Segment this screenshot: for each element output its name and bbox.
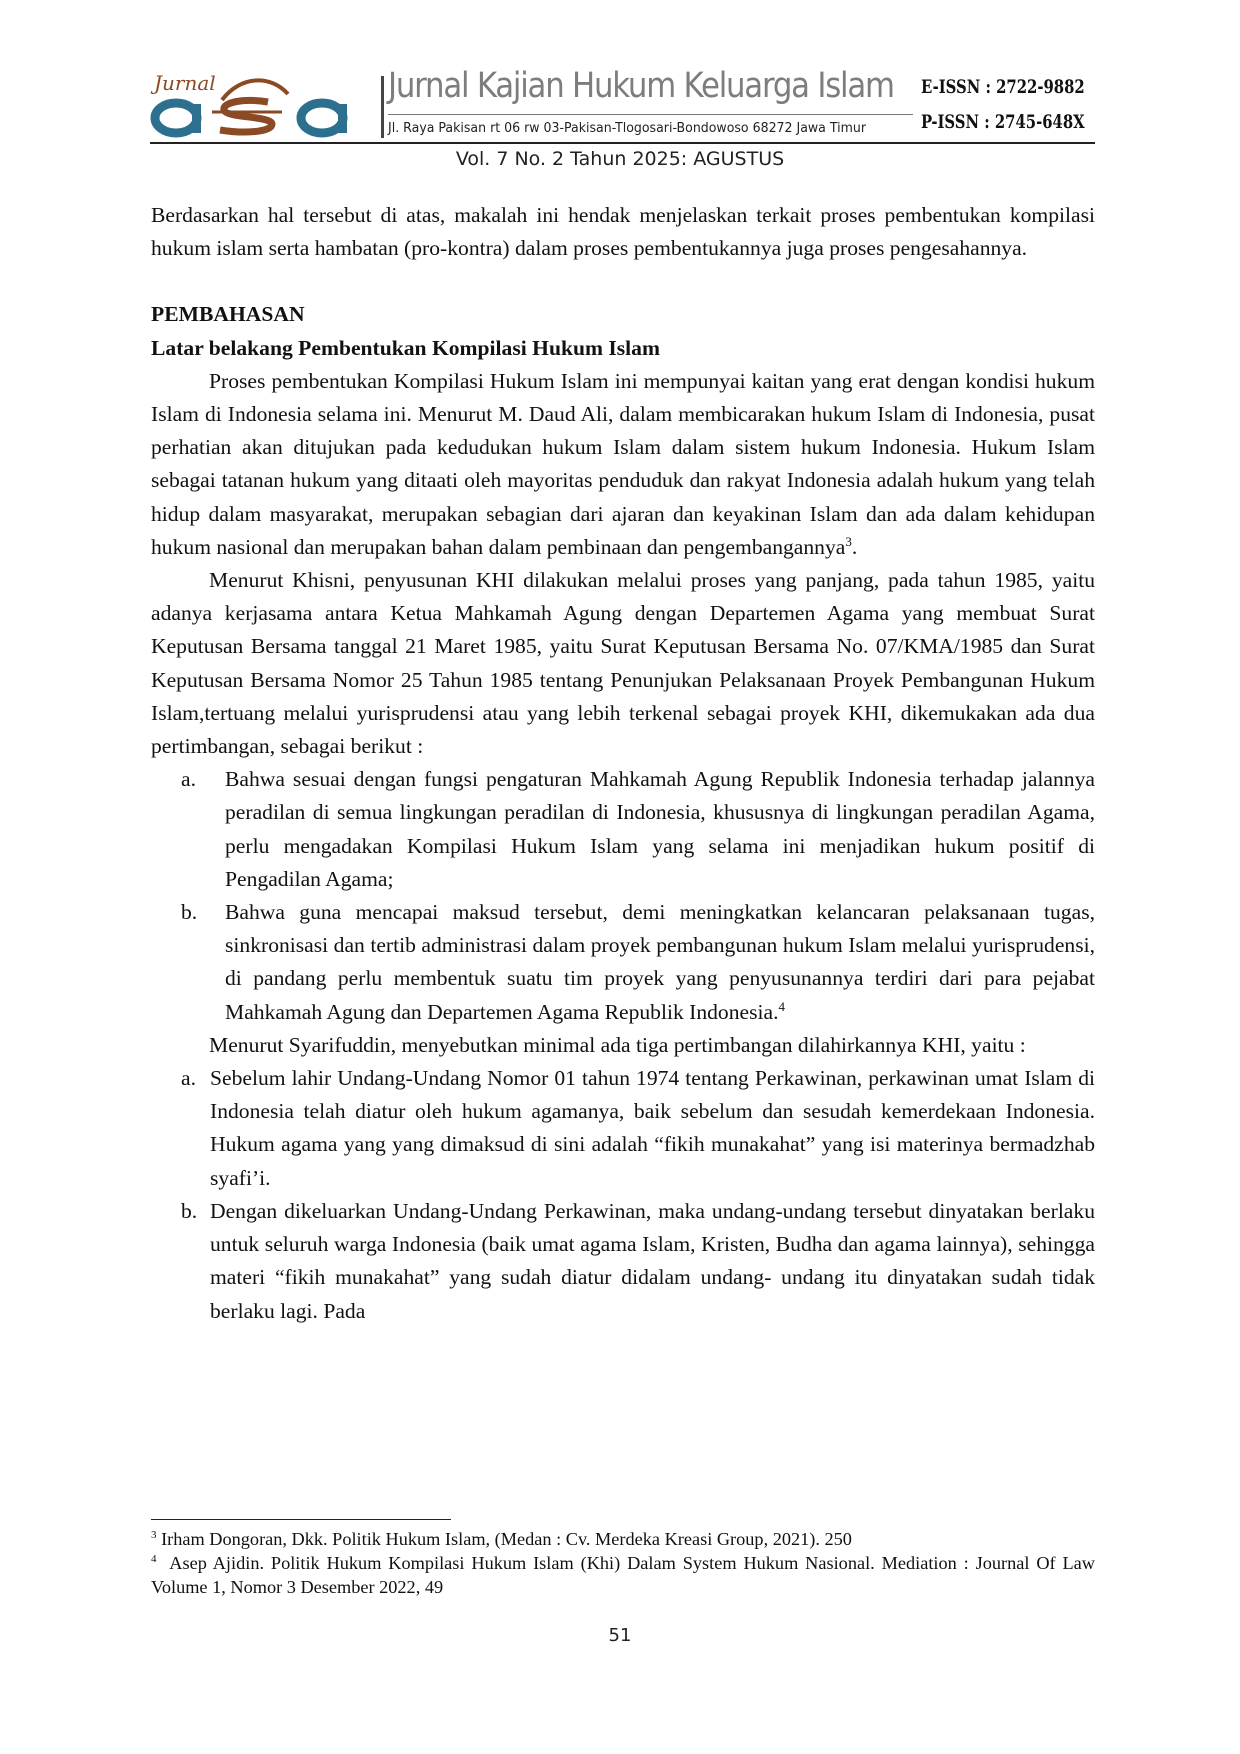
list-item: [151, 1195, 1095, 1328]
paragraph-1-text: Proses pembentukan Kompilasi Hukum Islam ini mempunyai kaitan yang erat dengan kondisi hukum Islam di Indonesia selama ini. Menurut M. Daud Ali, dalam membicarakan hukum Islam di Indonesia, pusat perhatian akan ditujukan pada kedudukan hukum Islam dalam sistem hukum Indonesia. Hukum Islam sebagai tatanan hukum yang ditaati oleh mayoritas penduduk dan rakyat Indonesia adalah hukum yang telah hidup dalam masyarakat, merupakan sebagian dari ajaran dan keyakinan Islam dan ada dalam kehidupan hukum nasional dan merupakan bahan dalam pembinaan dan pengembangannya: [151, 368, 1095, 559]
footnote-ref-3[interactable]: 3: [845, 533, 852, 549]
list-item: [151, 1062, 1095, 1195]
logo-script-text: Jurnal: [154, 71, 216, 95]
paragraph-2: Menurut Khisni, penyusunan KHI dilakukan melalui proses yang panjang, pada tahun 1985, yaitu adanya kerjasama antara Ketua Mahkamah Agung dengan Departemen Agama yang membuat Surat Keputusan Bersama tanggal 21 Maret 1985, yaitu Surat Keputusan Bersama No. 07/KMA/1985 dan Surat Keputusan Bersama Nomor 25 Tahun 1985 tentang Penunjukan Pelaksanaan Proyek Pembangunan Hukum Islam,tertuang melalui yurisprudensi atau yang lebih terkenal sebagai proyek KHI, dikemukakan ada dua pertimbangan, sebagai berikut :: [151, 568, 1095, 759]
page-number: 51: [608, 1625, 632, 1646]
reasons-list: [151, 1062, 1095, 1328]
paragraph-3: Menurut Syarifuddin, menyebutkan minimal ada tiga pertimbangan dilahirkannya KHI, yaitu :: [209, 1032, 1026, 1057]
journal-title: Jurnal Kajian Hukum Keluarga Islam: [388, 66, 894, 106]
intro-paragraph: Berdasarkan hal tersebut di atas, makalah ini hendak menjelaskan terkait proses pembentukan kompilasi hukum islam serta hambatan (pro-kontra) dalam proses pembentukannya juga proses pengesahannya.: [151, 203, 1095, 261]
footnote-3: [151, 1527, 1095, 1551]
list-marker: b.: [181, 900, 198, 925]
list-marker: a.: [181, 767, 196, 792]
volume-info: Vol. 7 No. 2 Tahun 2025: AGUSTUS: [455, 148, 785, 170]
list-item-text: Bahwa sesuai dengan fungsi pengaturan Mahkamah Agung Republik Indonesia terhadap jalannya peradilan di semua lingkungan peradilan di Indonesia, khususnya di lingkungan peradilan Agama, perlu mengadakan Kompilasi Hukum Islam yang selama ini menjadikan hukum positif di Pengadilan Agama;: [225, 767, 1095, 891]
p-issn: P-ISSN : 2745-648X: [921, 111, 1085, 133]
paragraph-1: [151, 365, 1095, 564]
section-heading: PEMBAHASAN: [151, 302, 305, 327]
footnote-number: 4: [151, 1552, 157, 1565]
e-issn: E-ISSN : 2722-9882: [921, 76, 1085, 98]
header-separator: [381, 76, 384, 138]
footnote-number: 3: [151, 1528, 157, 1541]
subheading: Latar belakang Pembentukan Kompilasi Hukum Islam: [151, 335, 660, 360]
footnote-text: Asep Ajidin. Politik Hukum Kompilasi Hukum Islam (Khi) Dalam System Hukum Nasional. Mediation : Journal Of Law Volume 1, Nomor 3 Desember 2022, 49: [151, 1553, 1095, 1597]
list-marker: b.: [181, 1198, 198, 1223]
list-item-text: Bahwa guna mencapai maksud tersebut, demi meningkatkan kelancaran pelaksanaan tugas, sinkronisasi dan tertib administrasi dalam proyek pembangunan hukum Islam melalui yurisprudensi, di pandang perlu membentuk suatu tim proyek yang penyusunannya terdiri dari para pejabat Mahkamah Agung dan Departemen Agama Republik Indonesia.: [225, 900, 1095, 1024]
article-body: [151, 199, 1095, 1328]
journal-logo: [150, 68, 365, 144]
paragraph-1-end: .: [851, 534, 858, 559]
header-rule: [150, 142, 1095, 144]
logo-main-text: asa: [150, 68, 152, 69]
considerations-list: [151, 763, 1095, 1029]
footnote-rule: [151, 1519, 451, 1520]
paragraph-gap: [151, 265, 1095, 298]
list-item: [151, 763, 1095, 896]
footnote-4: [151, 1551, 1095, 1599]
list-item-text: Dengan dikeluarkan Undang-Undang Perkawinan, maka undang-undang tersebut dinyatakan berlaku untuk seluruh warga Indonesia (baik umat agama Islam, Kristen, Budha dan agama lainnya), sehingga materi “fikih munakahat” yang sudah diatur didalam undang- undang itu dinyatakan sudah tidak berlaku lagi. Pada: [210, 1198, 1095, 1323]
title-underline: [388, 114, 913, 115]
footnotes: [151, 1527, 1095, 1599]
journal-header: [150, 68, 1095, 146]
list-marker: a.: [181, 1066, 196, 1091]
footnote-text: Irham Dongoran, Dkk. Politik Hukum Islam, (Medan : Cv. Merdeka Kreasi Group, 2021). 250: [161, 1529, 852, 1549]
journal-address: Jl. Raya Pakisan rt 06 rw 03-Pakisan-Tlogosari-Bondowoso 68272 Jawa Timur: [388, 120, 867, 136]
list-item: [151, 896, 1095, 1029]
footnote-ref-4[interactable]: 4: [778, 998, 785, 1014]
list-item-text: Sebelum lahir Undang-Undang Nomor 01 tahun 1974 tentang Perkawinan, perkawinan umat Islam di Indonesia telah diatur oleh hukum agamanya, baik sebelum dan sesudah kemerdekaan Indonesia. Hukum agama yang yang dimaksud di sini adalah “fikih munakahat” yang isi materinya bermadzhab syafi’i.: [210, 1066, 1095, 1190]
